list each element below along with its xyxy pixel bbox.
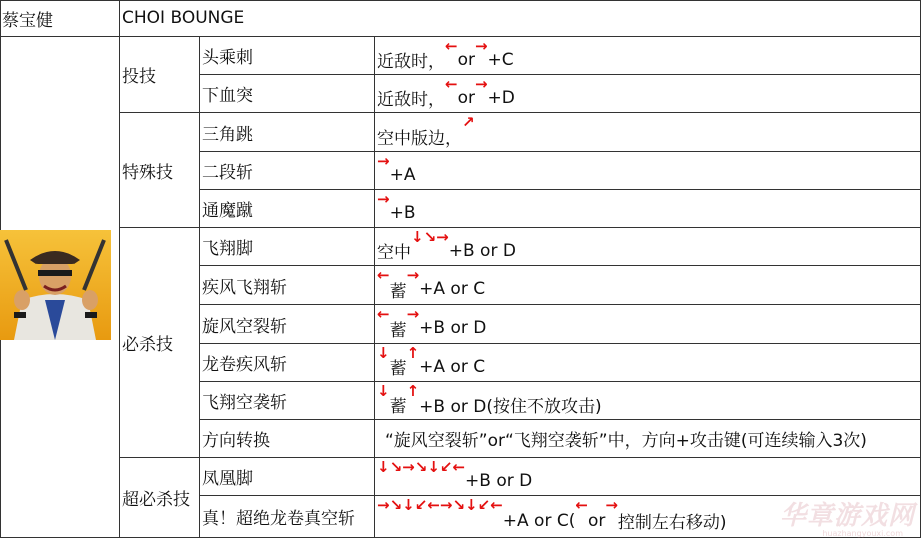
direction-arrow-icon: ← [452, 458, 466, 476]
command-suffix: +C [487, 49, 514, 70]
move-name: 真！超绝龙卷真空斩 [202, 509, 355, 529]
move-name-cell [200, 113, 375, 152]
move-name-cell [200, 37, 375, 75]
direction-arrows [445, 75, 458, 112]
direction-arrow-icon: → [474, 37, 488, 55]
move-command-cell [375, 75, 921, 113]
move-command [377, 190, 416, 227]
direction-arrows [377, 458, 465, 495]
move-name: 飞翔脚 [202, 239, 253, 259]
move-name-cell [200, 344, 375, 382]
move-name-cell [200, 458, 375, 496]
move-name: 下血突 [202, 86, 253, 106]
direction-arrow-icon: ↑ [406, 382, 420, 400]
direction-arrows [377, 266, 390, 304]
direction-arrow-icon: ← [445, 75, 458, 93]
move-name: 三角跳 [202, 124, 253, 145]
move-name: 疾风飞翔斩 [202, 277, 287, 298]
category-sp-moves [120, 228, 200, 458]
direction-arrow-icon: ← [445, 37, 458, 55]
command-prefix: 空中版边， [377, 128, 462, 149]
move-name: 凤凰脚 [202, 469, 253, 489]
direction-arrow-icon: ← [575, 496, 588, 514]
command-or: or [587, 510, 606, 531]
direction-arrow-icon: ↓ [402, 496, 415, 514]
move-description: “旋风空裂斩”or“飞翔空袭斩”中，方向+攻击键(可连续输入3次) [385, 431, 867, 451]
charge-label: 蓄 [389, 320, 407, 341]
direction-arrow-icon: ↓ [465, 496, 478, 514]
move-command [377, 266, 485, 304]
move-command-cell [375, 420, 921, 458]
direction-arrow-icon: ↘ [423, 228, 437, 246]
command-suffix: +A or C [419, 356, 486, 377]
direction-arrow-icon: ↓ [377, 344, 390, 362]
move-command-cell [375, 266, 921, 305]
watermark-text: 华章游戏网 [779, 501, 915, 531]
move-name-cell [200, 420, 375, 458]
category-throws [120, 37, 200, 113]
direction-arrow-icon: ← [377, 305, 390, 323]
character-name: 蔡宝健 [2, 10, 53, 31]
command-suffix: +B or D(按住不放攻击) [419, 397, 602, 417]
move-command-cell [375, 152, 921, 190]
move-name-cell [200, 190, 375, 228]
direction-arrow-icon: ↑ [406, 344, 420, 362]
move-command [377, 75, 515, 112]
move-name: 旋风空裂斩 [202, 316, 287, 337]
move-name-cell [200, 75, 375, 113]
move-command-cell [375, 305, 921, 344]
command-suffix: +A [389, 164, 416, 185]
direction-arrow-icon: → [436, 228, 449, 246]
move-name-cell [200, 382, 375, 420]
direction-arrow-icon: ↙ [477, 496, 491, 514]
move-command-cell [375, 382, 921, 420]
watermark [780, 495, 915, 532]
move-command [377, 458, 532, 495]
move-command [377, 382, 602, 419]
direction-arrow-icon: ↘ [389, 496, 403, 514]
move-name-cell [200, 496, 375, 538]
category-label: 必杀技 [122, 335, 173, 355]
category-label: 投技 [122, 67, 156, 87]
direction-arrow-icon: → [605, 496, 618, 514]
direction-arrows [411, 228, 449, 265]
move-name: 二段斩 [202, 163, 253, 183]
command-or: or [457, 49, 475, 70]
direction-arrows [377, 496, 503, 537]
direction-arrows [377, 382, 390, 419]
header-name-cell [0, 0, 120, 37]
direction-arrow-icon: → [377, 496, 390, 514]
move-name: 方向转换 [202, 431, 270, 451]
move-name: 通魔蹴 [202, 201, 253, 221]
move-command [377, 37, 514, 74]
category-label: 超必杀技 [122, 490, 190, 510]
move-command [377, 228, 516, 265]
command-suffix: +A or C( [502, 510, 576, 531]
move-command [377, 496, 727, 537]
command-prefix: 空中 [377, 243, 411, 263]
direction-arrow-icon: ← [490, 496, 503, 514]
direction-arrows [407, 382, 420, 419]
direction-arrow-icon: ← [427, 496, 440, 514]
direction-arrow-icon: ↙ [439, 458, 453, 476]
direction-arrow-icon: ↓ [377, 458, 390, 476]
move-command [377, 152, 415, 189]
direction-arrow-icon: → [439, 496, 453, 514]
direction-arrows [377, 344, 390, 381]
category-label: 特殊技 [122, 162, 173, 183]
direction-arrow-icon: ↘ [414, 458, 428, 476]
command-prefix: 近敌时， [377, 90, 445, 110]
command-suffix: +A or C [419, 279, 486, 299]
direction-arrows [407, 305, 420, 343]
move-command [377, 344, 485, 381]
move-command [377, 305, 486, 343]
direction-arrows [462, 113, 475, 151]
direction-arrow-icon: ↓ [411, 228, 424, 246]
direction-arrows [377, 152, 390, 189]
move-name-cell [200, 228, 375, 266]
direction-arrow-icon: ↗ [462, 113, 475, 131]
direction-arrow-icon: → [474, 75, 488, 93]
command-suffix: +B or D [448, 240, 516, 261]
move-name: 龙卷疾风斩 [202, 355, 287, 375]
direction-arrow-icon: → [406, 266, 420, 284]
command-suffix: +D [487, 87, 515, 108]
charge-label: 蓄 [389, 359, 407, 379]
direction-arrow-icon: ↙ [414, 496, 428, 514]
direction-arrow-icon: ↓ [377, 382, 390, 400]
command-note: 控制左右移动) [617, 513, 727, 533]
move-name-cell [200, 305, 375, 344]
move-name: 头乘刺 [202, 48, 253, 68]
direction-arrow-icon: → [377, 152, 390, 170]
move-command-cell [375, 458, 921, 496]
direction-arrows [377, 305, 390, 343]
character-english-name: CHOI BOUNGE [122, 8, 245, 28]
charge-label: 蓄 [389, 281, 407, 302]
move-name: 飞翔空袭斩 [202, 393, 287, 413]
command-suffix: +B or D [419, 318, 487, 338]
move-name-cell [200, 152, 375, 190]
move-command [377, 420, 867, 457]
direction-arrow-icon: ← [377, 266, 390, 284]
direction-arrow-icon: ↘ [452, 496, 466, 514]
character-portrait [0, 230, 111, 340]
move-command-cell [375, 190, 921, 228]
move-command-cell [375, 37, 921, 75]
direction-arrow-icon: ↘ [389, 458, 403, 476]
charge-label: 蓄 [389, 397, 407, 417]
category-special [120, 113, 200, 228]
command-or: or [457, 87, 475, 108]
direction-arrows [407, 266, 420, 304]
direction-arrows [407, 344, 420, 381]
header-english-cell [120, 0, 921, 37]
direction-arrows [475, 75, 488, 112]
move-command-cell [375, 228, 921, 266]
move-command [377, 113, 475, 151]
direction-arrows [445, 37, 458, 74]
direction-arrows [605, 496, 618, 537]
move-name-cell [200, 266, 375, 305]
direction-arrows [377, 190, 390, 227]
direction-arrows [475, 37, 488, 74]
direction-arrow-icon: → [377, 190, 390, 208]
category-super [120, 458, 200, 538]
command-suffix: +B [389, 202, 416, 223]
command-suffix: +B or D [465, 470, 533, 491]
direction-arrow-icon: → [402, 458, 415, 476]
direction-arrows [575, 496, 588, 537]
command-prefix: 近敌时， [377, 52, 445, 72]
move-command-cell [375, 113, 921, 152]
watermark-subtext: huazhangyouxi.com [822, 529, 903, 538]
direction-arrow-icon: ↓ [427, 458, 440, 476]
move-command-cell [375, 344, 921, 382]
direction-arrow-icon: → [406, 305, 420, 323]
